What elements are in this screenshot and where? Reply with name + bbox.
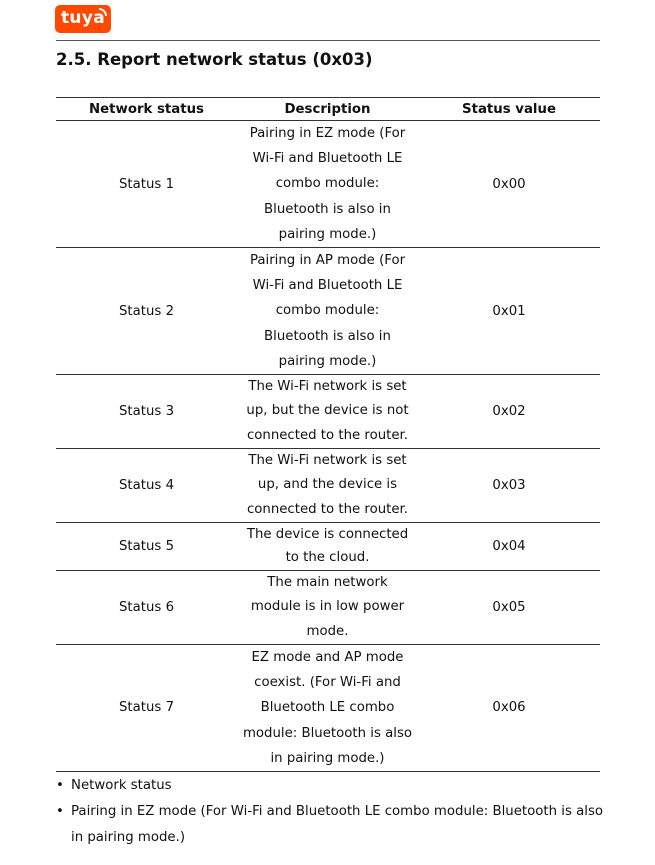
- network-status-cell: Status 5: [56, 522, 237, 570]
- status-value-cell: 0x01: [418, 248, 600, 375]
- description-line: combo module:: [275, 303, 380, 319]
- description-line: connected to the router.: [246, 427, 409, 443]
- header-divider: [56, 40, 600, 41]
- description-line: connected to the router.: [246, 501, 409, 517]
- description-cell: [237, 448, 418, 522]
- description-line: EZ mode and AP mode: [251, 649, 404, 665]
- description-line: mode.: [306, 623, 349, 639]
- header-status-value: Status value: [418, 98, 600, 121]
- description-line: The Wi-Fi network is set: [248, 379, 407, 395]
- description-line: coexist. (For Wi-Fi and: [254, 675, 401, 691]
- table-row: [56, 644, 600, 771]
- tuya-logo: [55, 5, 111, 33]
- header-description: Description: [237, 98, 418, 121]
- description-line: The device is connected: [246, 526, 409, 542]
- network-status-table: [56, 97, 600, 772]
- bullet-item: • Network status: [56, 773, 606, 799]
- description-line: combo module:: [275, 176, 380, 192]
- network-status-cell: Status 3: [56, 375, 237, 449]
- logo-text: tuya: [61, 8, 105, 28]
- description-line: up, and the device is: [257, 477, 398, 493]
- description-line: in pairing mode.): [270, 750, 385, 766]
- section-title: 2.5. Report network status (0x03): [56, 50, 373, 69]
- table-row: [56, 121, 600, 248]
- description-line: Bluetooth is also in: [264, 328, 391, 344]
- network-status-cell: Status 4: [56, 448, 237, 522]
- status-value-cell: 0x00: [418, 121, 600, 248]
- description-cell: [237, 571, 418, 645]
- description-line: Bluetooth is also in: [264, 201, 391, 217]
- header-network-status: Network status: [56, 98, 237, 121]
- description-line: Wi-Fi and Bluetooth LE: [252, 278, 403, 294]
- description-cell: [237, 248, 418, 375]
- description-cell: [237, 644, 418, 771]
- table-row: [56, 522, 600, 570]
- bullet-item: • Pairing in EZ mode (For Wi-Fi and Bluetooth LE combo module: Bluetooth is also in pairing mode.): [56, 799, 606, 851]
- description-line: module is in low power: [250, 599, 405, 615]
- table-row: [56, 248, 600, 375]
- table-header-row: [56, 98, 600, 121]
- network-status-cell: Status 6: [56, 571, 237, 645]
- description-line: The Wi-Fi network is set: [248, 452, 407, 468]
- status-value-cell: 0x03: [418, 448, 600, 522]
- network-status-cell: Status 1: [56, 121, 237, 248]
- status-value-cell: 0x04: [418, 522, 600, 570]
- description-line: Bluetooth LE combo: [260, 700, 395, 716]
- network-status-cell: Status 2: [56, 248, 237, 375]
- status-value-cell: 0x02: [418, 375, 600, 449]
- description-cell: [237, 375, 418, 449]
- table-row: [56, 375, 600, 449]
- description-line: pairing mode.): [278, 226, 377, 242]
- wifi-wave-icon: [99, 8, 107, 16]
- network-status-cell: Status 7: [56, 644, 237, 771]
- status-value-cell: 0x06: [418, 644, 600, 771]
- bullet-list: [56, 773, 606, 851]
- description-line: up, but the device is not: [246, 403, 409, 419]
- description-line: Pairing in EZ mode (For: [249, 126, 406, 141]
- description-line: module: Bluetooth is also: [242, 725, 413, 741]
- description-cell: [237, 121, 418, 248]
- table-row: [56, 448, 600, 522]
- description-cell: [237, 522, 418, 570]
- status-value-cell: 0x05: [418, 571, 600, 645]
- description-line: Wi-Fi and Bluetooth LE: [252, 151, 403, 167]
- description-line: pairing mode.): [278, 353, 377, 369]
- table-row: [56, 571, 600, 645]
- description-line: Pairing in AP mode (For: [249, 253, 406, 269]
- description-line: to the cloud.: [285, 550, 370, 566]
- description-line: The main network: [267, 575, 388, 590]
